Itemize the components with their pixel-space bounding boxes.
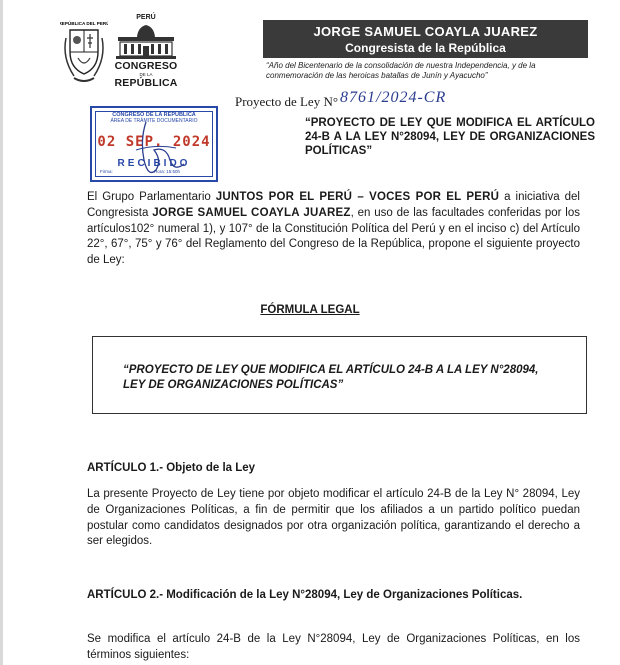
law-title-box [92, 336, 587, 414]
law-title-box-text: “PROYECTO DE LEY QUE MODIFICA EL ARTÍCULO 24-B A LA LEY N°28094, LEY DE ORGANIZACIONES POLÍTICAS” [123, 364, 539, 391]
intro-paragraph [87, 190, 580, 269]
logo-dela-text: DE LA [139, 72, 153, 77]
congressman-header-band [263, 20, 588, 58]
project-number: 8761/2024-CR [340, 89, 447, 106]
logo-left-text: REPÚBLICA DEL PERÚ [60, 21, 108, 26]
stamp-firma: Firma: [100, 169, 113, 174]
congressman-role: Congresista de la República [345, 41, 506, 55]
page-edge [0, 0, 3, 665]
stamp-hora: Hora: 15:50h [154, 169, 181, 174]
article2-body: Se modifica el artículo 24-B de la Ley N°28094, Ley de Organizaciones Políticas, en los términos siguientes: [87, 633, 580, 661]
stamp-received: RECIBIDO [117, 158, 191, 169]
peru-coat-of-arms-logo [60, 18, 108, 88]
author-name: JORGE SAMUEL COAYLA JUAREZ [152, 206, 351, 219]
article1-heading: ARTÍCULO 1.- Objeto de la Ley [87, 462, 256, 474]
parliamentary-group: JUNTOS POR EL PERÚ – VOCES POR EL PERÚ [215, 191, 500, 203]
congreso-logo [110, 14, 182, 92]
reception-stamp [90, 106, 218, 182]
article2-heading: ARTÍCULO 2.- Modificación de la Ley N°28094, Ley de Organizaciones Políticas. [87, 589, 523, 601]
project-title: “PROYECTO DE LEY QUE MODIFICA EL ARTÍCULO 24-B A LA LEY N°28094, LEY DE ORGANIZACIONES POLÍTICAS” [305, 117, 595, 157]
congressman-name: JORGE SAMUEL COAYLA JUAREZ [313, 24, 538, 39]
formula-legal-heading: FÓRMULA LEGAL [260, 304, 360, 316]
intro-text-2: a iniciativa del Congresista [87, 191, 580, 219]
logo-republica-text: REPÚBLICA [114, 77, 178, 89]
article1-body: La presente Proyecto de Ley tiene por objeto modificar el artículo 24-B de la Ley N° 28094, Ley de Organizaciones Políticas, a fin de permitir que los afiliados a un partido político puedan postular como candidatos designados por otra organización política, garantizando el derecho a ser elegidos. [87, 488, 580, 548]
project-label: Proyecto de Ley N° [235, 94, 339, 109]
stamp-date: 02 SEP. 2024 [97, 134, 211, 150]
logo-peru-text: PERÚ [136, 14, 156, 21]
handwritten-signature [126, 120, 206, 180]
logo-congreso-text: CONGRESO [114, 60, 178, 72]
stamp-line2: ÁREA DE TRÁMITE DOCUMENTARIO [110, 118, 198, 124]
stamp-line1: CONGRESO DE LA REPUBLICA [112, 112, 196, 118]
intro-text-1: El Grupo Parlamentario [87, 191, 216, 203]
intro-text-3: , en uso de las facultades conferidas por los artículos102° numeral 1), y 107° de la Constitución Política del Perú y en el inciso c) del Artículo 22°, 67°, 75° y 76° del Reglamento del Congreso de la República, propone el siguiente proyecto de Ley: [87, 206, 581, 267]
congress-building-icon [116, 23, 176, 59]
year-motto: “Año del Bicentenario de la consolidación de nuestra Independencia, y de la conmemoración de las heroicas batallas de Junín y Ayacucho” [266, 61, 536, 80]
